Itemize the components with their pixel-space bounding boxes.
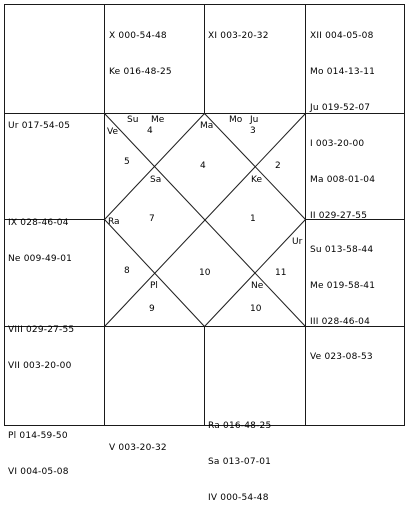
cell-line: Ne 009-49-01: [8, 254, 73, 264]
cell-line: XII 004-05-08: [310, 31, 374, 41]
planet-ju: Ju: [250, 115, 259, 125]
cell-line: XI 003-20-32: [208, 31, 269, 41]
planet-ve: Ve: [107, 127, 118, 137]
cell-line: X 000-54-48: [109, 31, 167, 41]
cell-line: III 028-46-04: [310, 317, 371, 327]
cell-line: Ve 023-08-53: [310, 352, 373, 362]
planet-ra: Ra: [108, 217, 120, 227]
planet-ke: Ke: [251, 175, 262, 185]
planet-su: Su: [127, 115, 139, 125]
house-number-2: 2: [275, 161, 281, 171]
planet-mo: Mo: [229, 115, 243, 125]
cell-r1c4: [310, 6, 375, 126]
cell-r4c2: [109, 418, 167, 466]
house-number-7: 7: [149, 214, 155, 224]
house-number-1: 1: [250, 214, 256, 224]
house-number-8: 8: [124, 266, 130, 276]
cell-line: I 003-20-00: [310, 139, 365, 149]
planet-me: Me: [151, 115, 165, 125]
cell-line: IX 028-46-04: [8, 218, 69, 228]
cell-line: Ju 019-52-07: [310, 103, 371, 113]
planet-ne: Ne: [251, 281, 264, 291]
cell-line: VII 003-20-00: [8, 361, 72, 371]
cell-r1c2: [109, 6, 172, 90]
cell-line: Ur 017-54-05: [8, 121, 71, 131]
cell-line: VIII 029-27-55: [8, 325, 75, 335]
cell-line: Su 013-58-44: [310, 245, 374, 255]
house-number-9: 9: [149, 304, 155, 314]
planet-ma: Ma: [200, 121, 214, 131]
house-number-4: 4: [200, 161, 206, 171]
cell-line: Me 019-58-41: [310, 281, 376, 291]
house-number-11: 11: [275, 268, 287, 278]
cell-line: Ke 016-48-25: [109, 67, 172, 77]
cell-r2c4: [310, 114, 375, 234]
house-number-10-center: 10: [199, 268, 211, 278]
cell-r3c4: [310, 220, 375, 340]
house-number-3: 3: [250, 126, 256, 136]
cell-line: Ra 016-48-25: [208, 421, 272, 431]
cell-line: Pl 014-59-50: [8, 431, 68, 441]
cell-r4c3: [208, 396, 271, 516]
house-number-5: 5: [124, 157, 130, 167]
house-number-10: 10: [250, 304, 262, 314]
cell-r1c1: [8, 96, 70, 144]
cell-r3c1: [8, 300, 74, 384]
planet-sa: Sa: [150, 175, 162, 185]
cell-line: Ma 008-01-04: [310, 175, 376, 185]
cell-r2c1: [8, 193, 72, 277]
cell-r1c3: [208, 6, 269, 54]
cell-line: VI 004-05-08: [8, 467, 69, 477]
planet-pl: Pl: [150, 281, 158, 291]
cell-r4c4: [310, 327, 373, 375]
cell-line: Sa 013-07-01: [208, 457, 272, 467]
house-number-12: 4: [147, 126, 153, 136]
cell-line: Mo 014-13-11: [310, 67, 376, 77]
planet-ur: Ur: [292, 237, 303, 247]
cell-r4c1: [8, 406, 69, 490]
cell-line: II 029-27-55: [310, 211, 368, 221]
cell-line: IV 000-54-48: [208, 493, 269, 503]
cell-line: V 003-20-32: [109, 443, 167, 453]
